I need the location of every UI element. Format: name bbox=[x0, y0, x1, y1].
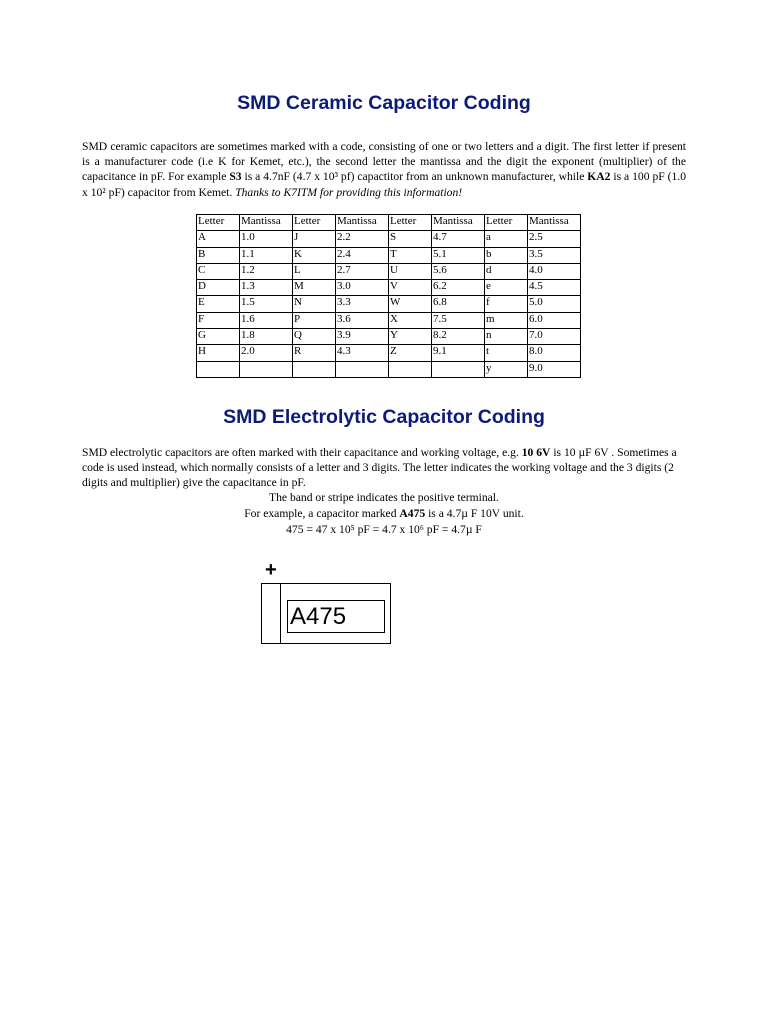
mantissa-cell: 1.8 bbox=[240, 329, 293, 345]
mantissa-cell: 5.1 bbox=[432, 247, 485, 263]
mantissa-cell: 5.0 bbox=[528, 296, 581, 312]
table-row bbox=[197, 247, 581, 263]
example-line bbox=[0, 506, 768, 521]
letter-cell: Y bbox=[389, 329, 432, 345]
example-code-ka2: KA2 bbox=[587, 170, 611, 184]
letter-cell: L bbox=[293, 263, 336, 279]
letter-cell: A bbox=[197, 231, 240, 247]
mantissa-cell: 4.5 bbox=[528, 280, 581, 296]
letter-cell: K bbox=[293, 247, 336, 263]
table-row bbox=[197, 280, 581, 296]
column-header: Mantissa bbox=[336, 215, 389, 231]
letter-cell: R bbox=[293, 345, 336, 361]
letter-cell: X bbox=[389, 312, 432, 328]
letter-cell: y bbox=[485, 361, 528, 377]
polarity-stripe bbox=[280, 584, 281, 643]
mantissa-cell: 1.3 bbox=[240, 280, 293, 296]
table-row bbox=[197, 361, 581, 377]
table-row bbox=[197, 312, 581, 328]
letter-cell: U bbox=[389, 263, 432, 279]
example-prefix: For example, a capacitor marked bbox=[244, 507, 400, 520]
letter-cell: W bbox=[389, 296, 432, 312]
letter-cell: E bbox=[197, 296, 240, 312]
mantissa-cell bbox=[432, 361, 485, 377]
mantissa-cell: 7.5 bbox=[432, 312, 485, 328]
letter-cell: H bbox=[197, 345, 240, 361]
letter-cell: N bbox=[293, 296, 336, 312]
column-header: Mantissa bbox=[528, 215, 581, 231]
mantissa-cell: 2.0 bbox=[240, 345, 293, 361]
mantissa-cell: 3.5 bbox=[528, 247, 581, 263]
electrolytic-intro-text-2: is 10 µF 6V . Sometimes a code is used instead, which normally consists of a letter and 3 digits. The letter indicates the working voltage and the 3 digits (2 digits and multiplier) give the capacitance in pF. bbox=[82, 446, 677, 490]
letter-cell: f bbox=[485, 296, 528, 312]
letter-cell: F bbox=[197, 312, 240, 328]
letter-cell: Q bbox=[293, 329, 336, 345]
mantissa-cell: 4.7 bbox=[432, 231, 485, 247]
mantissa-cell bbox=[240, 361, 293, 377]
electrolytic-intro bbox=[82, 445, 686, 491]
letter-cell: n bbox=[485, 329, 528, 345]
mantissa-cell: 9.0 bbox=[528, 361, 581, 377]
letter-cell: C bbox=[197, 263, 240, 279]
letter-cell: S bbox=[389, 231, 432, 247]
mantissa-cell: 1.6 bbox=[240, 312, 293, 328]
column-header: Letter bbox=[197, 215, 240, 231]
mantissa-cell: 8.0 bbox=[528, 345, 581, 361]
mantissa-cell: 6.2 bbox=[432, 280, 485, 296]
mantissa-cell bbox=[336, 361, 389, 377]
table-header-row bbox=[197, 215, 581, 231]
mantissa-cell: 2.2 bbox=[336, 231, 389, 247]
letter-cell: d bbox=[485, 263, 528, 279]
mantissa-cell: 8.2 bbox=[432, 329, 485, 345]
example-code-s3: S3 bbox=[229, 170, 242, 184]
mantissa-cell: 3.0 bbox=[336, 280, 389, 296]
letter-cell: t bbox=[485, 345, 528, 361]
letter-cell: b bbox=[485, 247, 528, 263]
capacitor-marking: A475 bbox=[287, 600, 385, 633]
electrolytic-title: SMD Electrolytic Capacitor Coding bbox=[223, 406, 545, 428]
table-row bbox=[197, 263, 581, 279]
letter-cell: B bbox=[197, 247, 240, 263]
ceramic-intro-text-2: is a 4.7nF (4.7 x 10³ pf) capactitor from an unknown manufacturer, while bbox=[241, 170, 588, 184]
positive-terminal-sign: + bbox=[265, 559, 277, 581]
letter-cell: Z bbox=[389, 345, 432, 361]
letter-cell: D bbox=[197, 280, 240, 296]
mantissa-cell: 4.3 bbox=[336, 345, 389, 361]
example-code-10-6v: 10 6V bbox=[521, 446, 551, 459]
letter-cell: P bbox=[293, 312, 336, 328]
formula-line: 475 = 47 x 10⁵ pF = 4.7 x 10⁶ pF = 4.7µ F bbox=[286, 523, 482, 536]
ceramic-intro bbox=[82, 139, 686, 200]
letter-cell: G bbox=[197, 329, 240, 345]
mantissa-cell: 3.9 bbox=[336, 329, 389, 345]
letter-cell bbox=[197, 361, 240, 377]
table-row bbox=[197, 345, 581, 361]
ceramic-title: SMD Ceramic Capacitor Coding bbox=[237, 92, 531, 114]
column-header: Mantissa bbox=[432, 215, 485, 231]
table-row bbox=[197, 329, 581, 345]
column-header: Letter bbox=[293, 215, 336, 231]
table-row bbox=[197, 296, 581, 312]
letter-cell: J bbox=[293, 231, 336, 247]
mantissa-cell: 7.0 bbox=[528, 329, 581, 345]
mantissa-cell: 6.8 bbox=[432, 296, 485, 312]
ceramic-intro-text-3: is a 100 pF (1.0 x 10² pF) capacitor from Kemet. bbox=[82, 170, 686, 199]
letter-cell bbox=[389, 361, 432, 377]
mantissa-cell: 2.5 bbox=[528, 231, 581, 247]
mantissa-cell: 2.4 bbox=[336, 247, 389, 263]
mantissa-cell: 1.1 bbox=[240, 247, 293, 263]
mantissa-cell: 1.0 bbox=[240, 231, 293, 247]
letter-cell: T bbox=[389, 247, 432, 263]
letter-cell bbox=[293, 361, 336, 377]
capacitor-diagram bbox=[261, 583, 391, 644]
example-marking: A475 bbox=[399, 507, 426, 520]
thanks-note: Thanks to K7ITM for providing this information! bbox=[235, 185, 463, 199]
letter-cell: e bbox=[485, 280, 528, 296]
letter-cell: a bbox=[485, 231, 528, 247]
mantissa-cell: 4.0 bbox=[528, 263, 581, 279]
mantissa-cell: 1.5 bbox=[240, 296, 293, 312]
column-header: Letter bbox=[389, 215, 432, 231]
ceramic-intro-text: SMD ceramic capacitors are sometimes marked with a code, consisting of one or two letters and a digit. The first letter if present is a manufacturer code (i.e K for Kemet, etc.), the second letter the mantissa and the digit the exponent (multiplier) of the capacitance in pF. For example bbox=[82, 140, 686, 184]
example-suffix: is a 4.7µ F 10V unit. bbox=[425, 507, 524, 520]
column-header: Mantissa bbox=[240, 215, 293, 231]
electrolytic-intro-text: SMD electrolytic capacitors are often marked with their capacitance and working voltage, e.g. bbox=[82, 446, 522, 459]
table-row bbox=[197, 231, 581, 247]
column-header: Letter bbox=[485, 215, 528, 231]
mantissa-cell: 9.1 bbox=[432, 345, 485, 361]
letter-cell: M bbox=[293, 280, 336, 296]
mantissa-cell: 1.2 bbox=[240, 263, 293, 279]
letter-cell: V bbox=[389, 280, 432, 296]
mantissa-cell: 2.7 bbox=[336, 263, 389, 279]
mantissa-cell: 3.3 bbox=[336, 296, 389, 312]
mantissa-cell: 3.6 bbox=[336, 312, 389, 328]
letter-cell: m bbox=[485, 312, 528, 328]
mantissa-table bbox=[196, 214, 581, 378]
mantissa-cell: 5.6 bbox=[432, 263, 485, 279]
band-note: The band or stripe indicates the positive terminal. bbox=[269, 491, 499, 504]
mantissa-cell: 6.0 bbox=[528, 312, 581, 328]
